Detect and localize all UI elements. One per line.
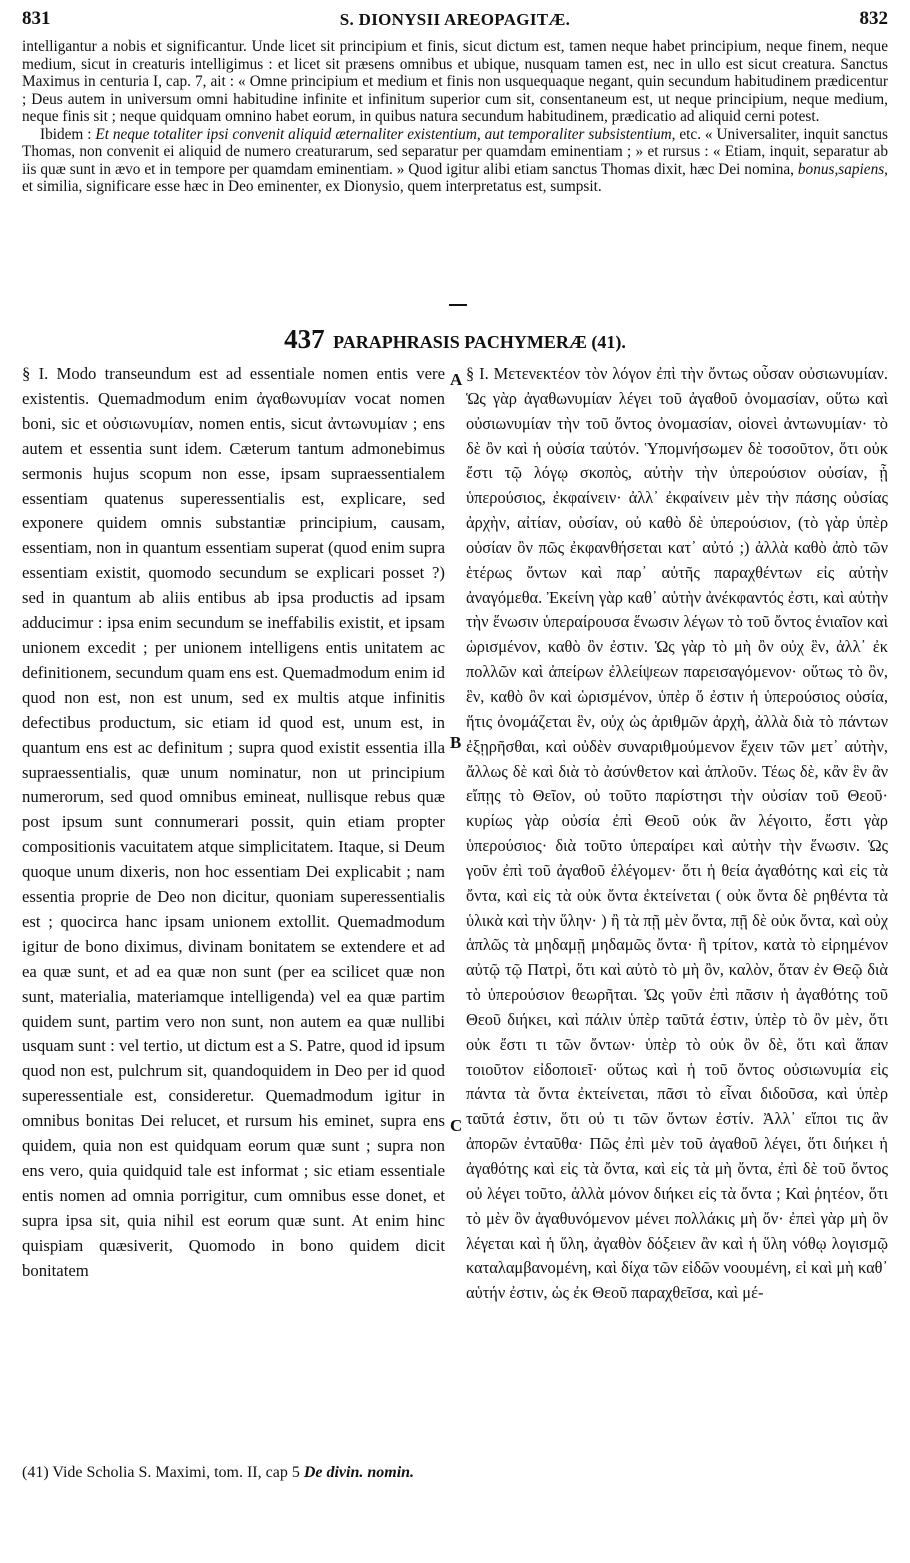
notes-p2-italic2: bonus,sapiens, bbox=[797, 160, 888, 178]
notes-p2-end: et similia, significare esse hæc in Deo eminenter, ex Dionysio, quem interpretatus est, sumpsit. bbox=[22, 178, 602, 195]
notes-p2-middle: etc. « Universaliter, inquit sanctus Thomas, non convenit ei aliquid de numero creaturarum, sed separatur per quamdam eminentiam ; » et rursus : « Etiam, inquit, separatur ab iis quæ sunt in ævo et in tempore per quamdam eminentiam. » Quod igitur alibi etiam sanctus Thomas dixit, hæc Dei nomina, bbox=[22, 125, 888, 178]
notes-block bbox=[22, 38, 888, 196]
footnote bbox=[22, 1464, 888, 1482]
page-header bbox=[22, 8, 888, 34]
notes-paragraph-2 bbox=[22, 126, 888, 196]
margin-marker-a: A bbox=[450, 370, 463, 389]
footnote-text: (41) Vide Scholia S. Maximi, tom. II, cap 5 bbox=[22, 1464, 304, 1481]
greek-text: § I. Μετενεκτέον τὸν λόγον ἐπὶ τὴν ὄντως οὖσαν οὐσιωνυμίαν. Ὡς γὰρ ἀγαθωνυμίαν λέγει τοῦ ἀγαθοῦ ὀνομασίαν, οὕτω καὶ οὐσιωνυμίαν τὴν τοῦ ὄντος ὀνομασίαν, οἱονεὶ ἀντωνυμίαν· τὸ δὲ ὂν καὶ ἡ οὐσία ταὐτόν. Ὑπομνήσωμεν δὲ τοσοῦτον, ὅτι οὐκ ἔστι τῷ λόγῳ σκοπὸς, αὐτὴν τὴν ὑπερούσιον οὐσίαν, ᾗ ὑπερούσιος, ἐκφαίνειν· ἀλλ᾽ ἐκφαίνειν μὲν τὴν πάσης οὐσίας ἀρχὴν, αἰτίαν, οὐσίαν, οὐ καθὸ δὲ ὑπερούσιον, (τὸ γὰρ ὑπὲρ οὐσίαν ὂν πῶς ἐκφανθήσεται κατ᾽ αὐτό ;) ἀλλὰ καθὸ ἀπὸ τῶν ἑτέρως ὄντων καὶ παρ᾽ αὐτῆς παραχθέντων εἰς αὐτὴν ἀναγόμεθα. Ἐκείνη γὰρ καθ᾽ αὑτὴν ἀνέκφαντός ἐστι, καὶ αὐτὴν τὴν ἕνωσιν ὑπεραίρουσα ἕνωσιν λέγων τὸ τοῦ ὄντος ἑνιαῖον καὶ ὡρισμένον, καθὸ ὂν ἐστιν. Ὡς γὰρ τὸ μὴ ὂν οὐχ ἓν, ἀλλ᾽ ἐκ πολλῶν καὶ ἀπείρων ἐλλείψεων παρεισαγόμενον· οὕτως τὸ ὂν, ἓν, καθὸ ὂν καὶ ὡρισμένον, ὑπὲρ ὅ ἐστιν ἡ ὑπερούσιος οὐσία, ἥτις ὀνομάζεται ἓν, οὐχ ὡς ἀριθμῶν ἀρχὴ, ἀλλὰ διὰ τὸ πάντων ἐξῃρῆσθαι, καὶ οὐδὲν συναριθμούμενον ἔχειν τῶν μετ᾽ αὐτὴν, ἄλλως δὲ καὶ διὰ τὸ ἀσύνθετον καὶ ἁπλοῦν. Τέως δὲ, κἂν ἓν ἂν εἴπῃς τὸ Θεῖον, οὐ τοῦτο παρίστησι τὴν οὐσίαν τοῦ Θεοῦ· κυρίως γὰρ οὐσία ἐπὶ Θεοῦ οὐκ ἂν λέγοιτο, ἔστι γὰρ ὑπερούσιος· διὰ τοῦτο ὑπεραίρει καὶ αὐτὴν τὴν ἕνωσιν. Ὡς γοῦν ἐπὶ τοῦ ἀγαθοῦ ἐλέγομεν· ὅτι ἡ θεία ἀγαθότης καὶ εἰς τὰ ὄντα, καὶ εἰς τὰ οὐκ ὄντα ἐκτείνεται ( οὐκ ὄντα δὲ ρηθέντα τὰ ὑλικὰ καὶ τὴν ὕλην· ) ἢ τὰ πῇ μὲν ὄντα, πῇ δὲ οὐκ ὄντα, καὶ οὐχ ἁπλῶς τὰ μηδαμῇ μηδαμῶς ὄντα· ἢ τρίτον, κατὰ τὸ εἰρημένον αὐτῷ τῷ Πατρὶ, ὅτι καὶ αὐτὸ τὸ μὴ ὂν, καλὸν, ὅταν ἐν Θεῷ διὰ τὸ ὑπερούσιον θεωρῆται. Ὡς γοῦν ἐπὶ πᾶσιν ἡ ἀγαθότης τοῦ Θεοῦ διήκει, καὶ πάλιν ὑπὲρ ταῦτά ἐστιν, ὑπὲρ τὸ ὂν μὲν, ὅτι οὐκ ἔστι τι τῶν ὄντων· ὑπὲρ τὸ οὐκ ὂν δὲ, ὅτι καὶ ἅπαν τοιοῦτον εἰδοποιεῖ· οὕτως καὶ ἡ τοῦ ὄντος οὐσιωνυμία εἰς πάντα τὰ ὄντα ἐκτείνεται, πᾶσι τὸ εἶναι διδοῦσα, καὶ ὑπὲρ ταῦτά ἐστιν, ὅτι οὐ τι τῶν ὄντων ἐστίν. Ἀλλ᾽ εἴποι τις ἂν ἀπορῶν ἐνταῦθα· Πῶς ἐπὶ μὲν τοῦ ἀγαθοῦ λέγει, ὅτι διήκει ἡ ἀγαθότης καὶ εἰς τὰ ὄντα, καὶ εἰς τὰ μὴ ὄντα, ἐπὶ δὲ τοῦ ὄντος οὐ λέγει τοῦτο, ἀλλὰ μόνον διήκει εἰς τὰ ὄντα ; Καὶ ῥητέον, ὅτι τὸ μὲν ὂν ἀγαθυνόμενον μένει πολλάκις μὴ ὄν· ἐπεὶ γὰρ μὴ ὂν λέγεται καὶ ἡ ὕλη, ἀγαθὸν δόξειεν ἂν καὶ ἡ ὕλη νόθῳ λογισμῷ καταλαμβανομένη, καὶ δίχα τῶν εἰδῶν νοουμένη, εἰ καὶ μὴ καθ᾽ αὑτήν ἐστιν, ὡς ἐκ Θεοῦ παραχθεῖσα, καὶ μέ- bbox=[466, 364, 888, 1303]
greek-column bbox=[466, 362, 888, 1442]
section-number: 437 bbox=[284, 324, 325, 354]
right-page-number: 832 bbox=[859, 8, 888, 29]
section-heading bbox=[0, 324, 910, 355]
notes-paragraph-1: intelligantur a nobis et significantur. Unde licet sit principium et finis, sicut dictum est, tamen neque habet principium, neque finem, neque medium, sicut in creaturis intelligimus : et licet sit præsens omnibus et ubique, nusquam tamen est, nec in ullo est sicut creatura. Sanctus Maximus in centuria I, cap. 7, ait : « Omne principium et medium et finis non usquequaque negant, quin secundum habitudinem prædicentur ; Deus autem in universum omni habitudine infinite et infinitum superior cum sit, consentaneum est, ut neque principium, neque medium, neque finis sit ; neque quidquam omnino habet eorum, in quibus natura secundum habitudinem, prædicatio ad aliquid cerni potest. bbox=[22, 38, 888, 125]
notes-p2-italic: Et neque totaliter ipsi convenit aliquid æternaliter existentium, aut temporaliter subsistentium, bbox=[95, 125, 676, 143]
notes-p2-start: Ibidem : bbox=[40, 125, 96, 143]
margin-marker-c: C bbox=[450, 1116, 463, 1135]
latin-column bbox=[22, 362, 445, 1442]
running-title: S. DIONYSII AREOPAGITÆ. bbox=[339, 10, 571, 29]
latin-text: § I. Modo transeundum est ad essentiale nomen entis vere existentis. Quemadmodum enim ἀγαθωνυμίαν vocat nomen boni, sic et οὐσιωνυμίαν, nomen entis, sicut ἀντωνυμίαν ; ens autem et essentia sunt idem. Cæterum tantum admonebimus sermonis hujus scopum non esse, ipsam supraessentialem essentiam quatenus superessentialis est, explicare, sed exponere quidem omnis substantiæ principium, causam, essentiam, non in quantum essentiam superat (quod enim supra essentiam existit, quomodo secundum se explicari posset ?) sed in quantum ab aliis entibus ab ipsa productis ad ipsam adducimur : ipsa enim secundum se ineffabilis existit, et ipsam unionem excedit ; per unionem intelligens entis unitatem ac definitionem, secundum quam ens est. Quemadmodum enim id quod non est, non est unum, sed ex multis atque infinitis defectibus productum, sic etiam id quod est, unum est, in quantum ens est ac definitum ; supra quod existit essentia illa supraessentialis, quæ unum nominatur, non ut principium numerorum, sed quod omnibus emineat, nullisque rebus quæ post ipsum sunt connumerari possit, quin etiam propter compositionis vacuitatem atque simplicitatem. Itaque, si Deum quoque unum dixeris, non hoc essentiam Dei explicabit ; nam essentia proprie de Deo non dicitur, quoniam superessentialis est ; quocirca hanc ipsam unionem extollit. Quemadmodum igitur de bono diximus, divinam bonitatem se extendere et ad ea quæ sunt, et ad ea quæ non sunt (per ea scilicet quæ non sunt, materialia, materiamque intelligenda) vel ea quæ partim quidem sunt, partim vero non sunt, non autem ea quæ nullibi usquam sunt : vel tertio, ut dictum est a S. Patre, quod id ipsum quod non est, pulchrum sit, quandoquidem in Deo per id quod superessentiale est, consideretur. Quemadmodum igitur in omnibus bonitas Dei relucet, et rursum his eminet, supra ens quidem, quia non est quidquam eorum quæ sunt ; supra non ens vero, quia quidquid tale est informat ; sic etiam essentiale entis nomen ad omnia porrigitur, cum omnibus esse donet, et supra ipsa sit, quia nihil est eorum quæ sunt. At enim hinc quispiam quæsiverit, Quomodo in bono quidem dicit bonitatem bbox=[22, 364, 445, 1280]
section-divider bbox=[449, 304, 467, 306]
left-page-number: 831 bbox=[22, 8, 51, 29]
section-title: PARAPHRASIS PACHYMERÆ (41). bbox=[333, 332, 626, 352]
margin-marker-b: B bbox=[450, 733, 462, 752]
footnote-italic: De divin. nomin. bbox=[303, 1464, 415, 1481]
